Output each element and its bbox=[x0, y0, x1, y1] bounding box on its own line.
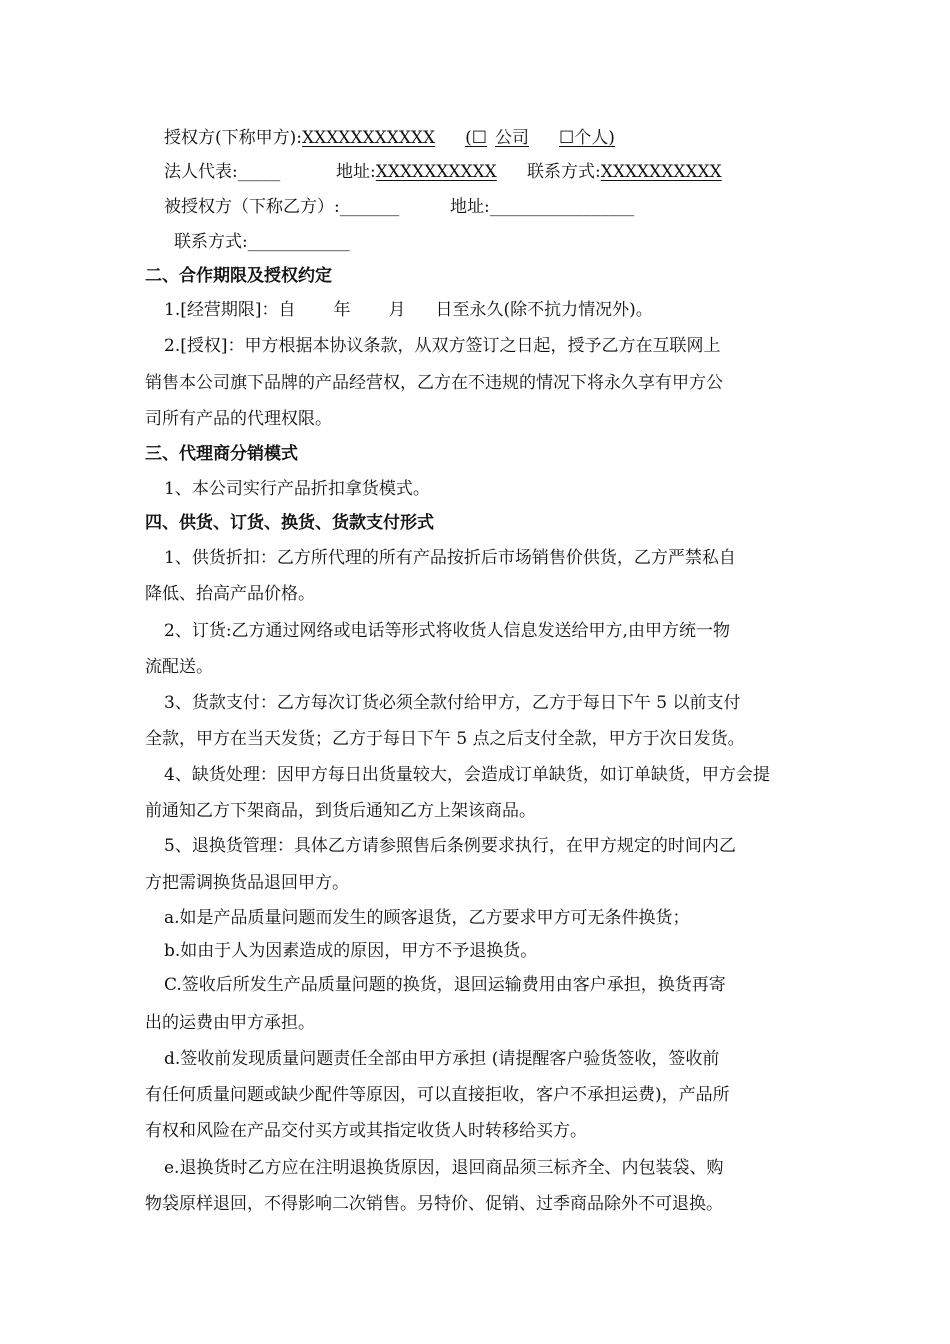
section-heading-2: 二、合作期限及授权约定 bbox=[145, 266, 332, 286]
return-rule-e-line-1: e.退换货时乙方应在注明退换货原因，退回商品须三标齐全、内包装袋、购 bbox=[164, 1158, 724, 1178]
authorization-line-2: 销售本公司旗下品牌的产品经营权，乙方在不违规的情况下将永久享有甲方公 bbox=[145, 373, 723, 393]
grantee-value: _______ bbox=[339, 197, 400, 217]
party-type-open: (☐ bbox=[465, 128, 488, 148]
grantee-contact-value: ____________ bbox=[247, 232, 350, 252]
grantee-line bbox=[164, 196, 399, 218]
legal-rep-label: 法人代表: bbox=[164, 162, 238, 182]
ordering-line-1: 2、订货:乙方通过网络或电话等形式将收货人信息发送给甲方,由甲方统一物 bbox=[164, 621, 730, 641]
grantee-label: 被授权方（下称乙方）: bbox=[164, 197, 340, 217]
grantor-contact bbox=[527, 161, 722, 183]
shortage-line-2: 前通知乙方下架商品，到货后通知乙方上架该商品。 bbox=[145, 801, 536, 821]
payment-line-2: 全款，甲方在当天发货；乙方于每日下午 5 点之后支付全款，甲方于次日发货。 bbox=[145, 729, 745, 749]
term-item: 1.[经营期限]：自 年 月 日至永久(除不抗力情况外)。 bbox=[164, 300, 653, 320]
grantor-address bbox=[336, 161, 497, 183]
section-heading-4: 四、供货、订货、换货、货款支付形式 bbox=[145, 513, 434, 533]
authorization-line-1: 2.[授权]：甲方根据本协议条款，从双方签订之日起，授予乙方在互联网上 bbox=[164, 336, 721, 356]
supply-discount-line-2: 降低、抬高产品价格。 bbox=[145, 584, 315, 604]
return-rule-c-line-2: 出的运费由甲方承担。 bbox=[145, 1013, 315, 1033]
section-heading-3: 三、代理商分销模式 bbox=[145, 444, 298, 464]
grantor-contact-label: 联系方式: bbox=[527, 162, 601, 182]
return-rule-d-line-2: 有任何质量问题或缺少配件等原因，可以直接拒收，客户不承担运费)，产品所 bbox=[145, 1085, 730, 1105]
payment-line-1: 3、货款支付：乙方每次订货必须全款付给甲方，乙方于每日下午 5 以前支付 bbox=[164, 693, 741, 713]
return-rule-d-line-3: 有权和风险在产品交付买方或其指定收货人时转移给买方。 bbox=[145, 1121, 587, 1141]
grantee-contact-line bbox=[174, 231, 350, 253]
grantee-contact-label: 联系方式: bbox=[174, 232, 248, 252]
grantee-address bbox=[450, 196, 634, 218]
legal-rep-line bbox=[164, 161, 280, 183]
return-rule-d-line-1: d.签收前发现质量问题责任全部由甲方承担 (请提醒客户验货签收，签收前 bbox=[164, 1049, 720, 1069]
return-rule-e-line-2: 物袋原样退回，不得影响二次销售。另特价、促销、过季商品除外不可退换。 bbox=[145, 1194, 723, 1214]
shortage-line-1: 4、缺货处理：因甲方每日出货量较大，会造成订单缺货，如订单缺货，甲方会提 bbox=[164, 765, 770, 785]
grantor-line bbox=[164, 127, 615, 149]
distribution-item-1: 1、本公司实行产品折扣拿货模式。 bbox=[164, 479, 430, 499]
authorization-line-3: 司所有产品的代理权限。 bbox=[145, 409, 332, 429]
party-type-company: 公司 bbox=[495, 128, 530, 148]
supply-discount-line-1: 1、供货折扣：乙方所代理的所有产品按折后市场销售价供货，乙方严禁私自 bbox=[164, 548, 736, 568]
returns-line-1: 5、退换货管理：具体乙方请参照售后条例要求执行，在甲方规定的时间内乙 bbox=[164, 836, 736, 856]
grantor-address-value: XXXXXXXXXX bbox=[375, 162, 497, 182]
grantor-value: XXXXXXXXXXX bbox=[302, 128, 436, 148]
ordering-line-2: 流配送。 bbox=[145, 657, 213, 677]
legal-rep-value: _____ bbox=[237, 162, 281, 182]
return-rule-a: a.如是产品质量问题而发生的顾客退货，乙方要求甲方可无条件换货； bbox=[164, 908, 690, 928]
grantor-address-label: 地址: bbox=[336, 162, 376, 182]
grantee-address-value: _________________ bbox=[489, 197, 635, 217]
returns-line-2: 方把需调换货品退回甲方。 bbox=[145, 873, 349, 893]
grantee-address-label: 地址: bbox=[450, 197, 490, 217]
grantor-label: 授权方(下称甲方): bbox=[164, 128, 302, 148]
grantor-contact-value: XXXXXXXXXX bbox=[600, 162, 722, 182]
return-rule-c-line-1: C.签收后所发生产品质量问题的换货，退回运输费用由客户承担，换货再寄 bbox=[164, 975, 726, 995]
return-rule-b: b.如由于人为因素造成的原因，甲方不予退换货。 bbox=[164, 941, 538, 961]
party-type-person: ☐个人) bbox=[559, 128, 615, 148]
